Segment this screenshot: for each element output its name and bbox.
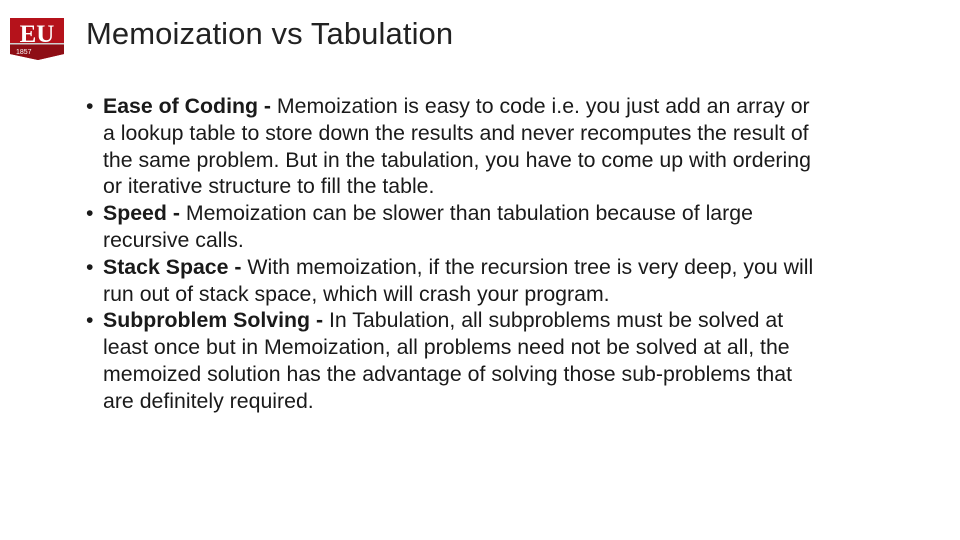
- bullet-text: In Tabulation, all subproblems must be solved at least once but in Memoization, all problems need not be solved at all, the memoized solution has the advantage of solving those sub-problems that are definitely required.: [103, 308, 793, 413]
- bullet-icon: •: [86, 308, 94, 333]
- bullet-text: Memoization is easy to code i.e. you just add an array or a lookup table to store down the results and never recomputes the result of the same problem. But in the tabulation, you have to come up with ordering or iterative structure to fill the table.: [103, 94, 811, 199]
- bullet-list: [86, 93, 821, 415]
- bullet-term: Subproblem Solving -: [103, 308, 324, 333]
- bullet-item-subproblem-solving: [86, 307, 821, 414]
- bullet-text: Memoization can be slower than tabulation because of large recursive calls.: [103, 201, 753, 252]
- bullet-term: Speed -: [103, 201, 180, 226]
- bullet-icon: •: [86, 254, 94, 279]
- slide-title: Memoization vs Tabulation: [86, 16, 454, 51]
- bullet-term: Stack Space -: [103, 254, 242, 279]
- bullet-text: With memoization, if the recursion tree is very deep, you will run out of stack space, which will crash your program.: [103, 254, 814, 306]
- bullet-icon: •: [86, 201, 94, 226]
- bullet-item-stack-space: [86, 254, 821, 308]
- bullet-icon: •: [86, 94, 94, 118]
- eu-logo-icon: [8, 14, 66, 62]
- bullet-item-ease-of-coding: [86, 93, 821, 200]
- bullet-term: Ease of Coding -: [103, 94, 272, 118]
- logo-text: EU: [19, 21, 55, 48]
- logo-year: 1857: [16, 49, 32, 56]
- bullet-item-speed: [86, 200, 821, 254]
